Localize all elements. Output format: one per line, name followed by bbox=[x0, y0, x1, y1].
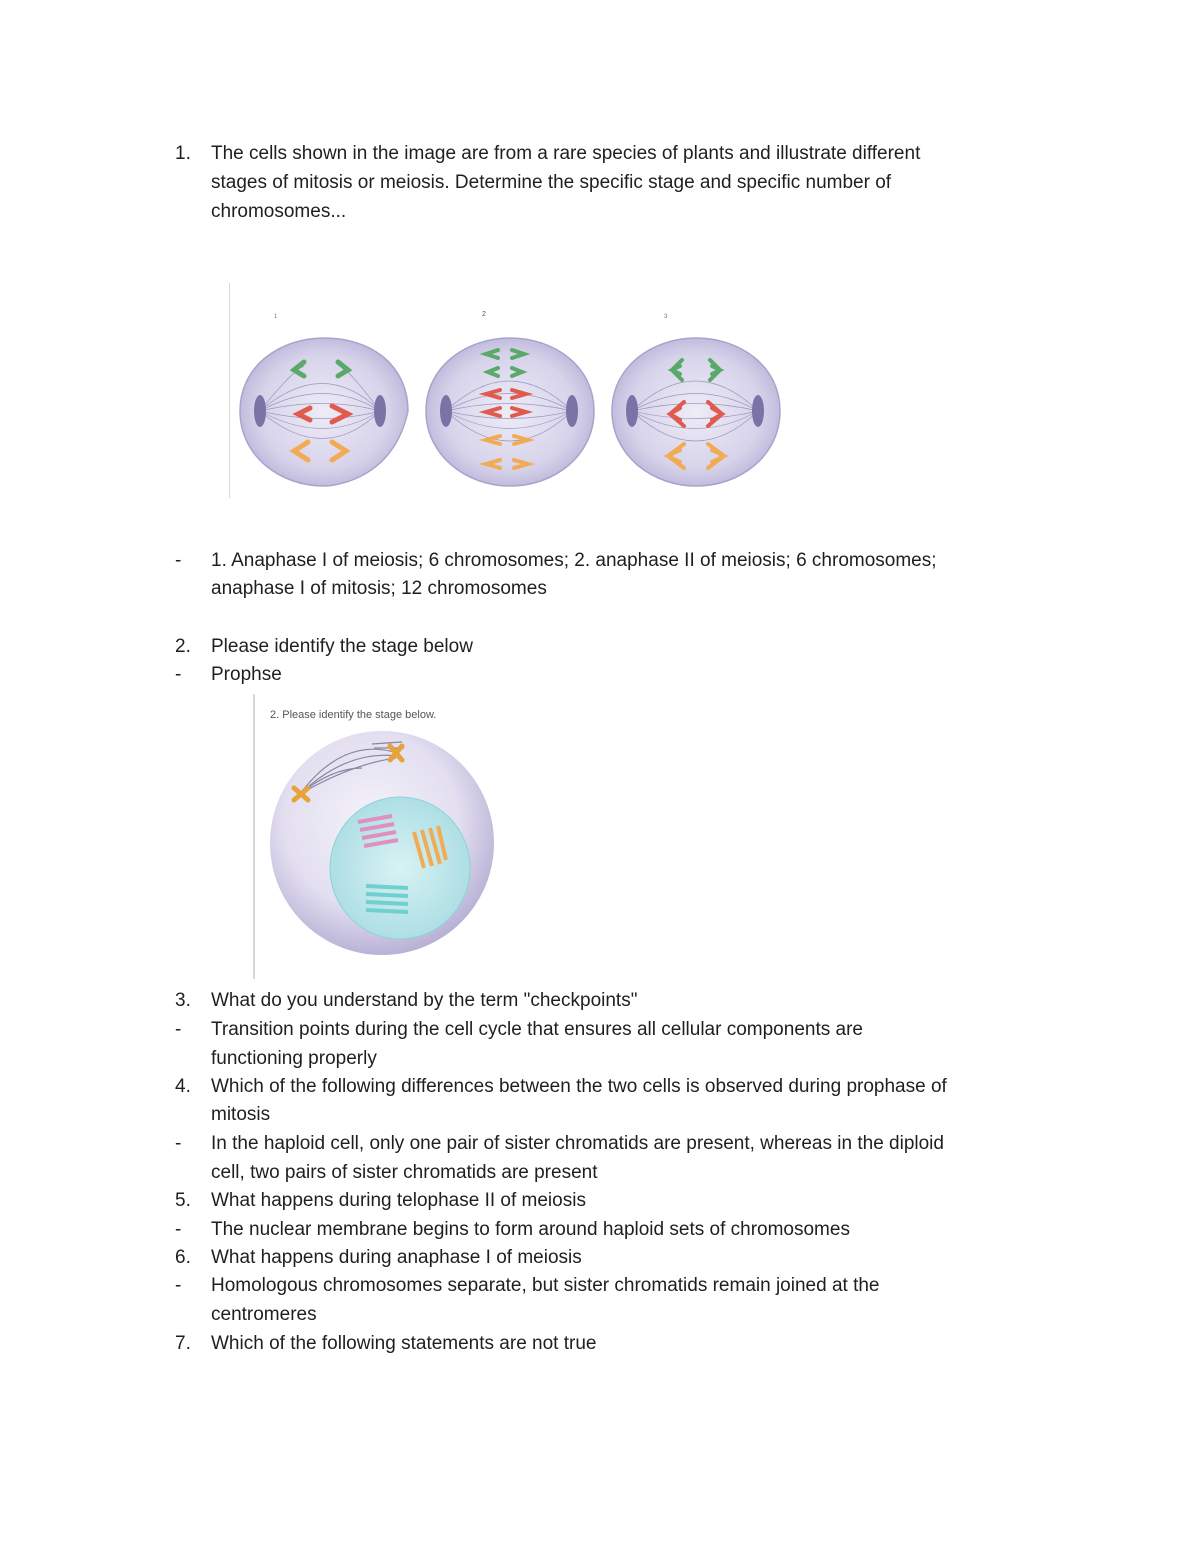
item-marker: 4. bbox=[175, 1076, 191, 1097]
item-text: What do you understand by the term "checkpoints" bbox=[211, 990, 638, 1011]
item-text: functioning properly bbox=[211, 1048, 377, 1069]
item-text: Which of the following differences between the two cells is observed during prophase of bbox=[211, 1076, 947, 1097]
item-text: Which of the following statements are not true bbox=[211, 1333, 597, 1354]
item-marker: - bbox=[175, 664, 182, 685]
item-text: What happens during anaphase I of meiosis bbox=[211, 1247, 582, 1268]
item-text: Transition points during the cell cycle that ensures all cellular components are bbox=[211, 1019, 863, 1040]
item-marker: - bbox=[175, 1219, 182, 1240]
cell-label-3: 3 bbox=[664, 314, 668, 320]
figure-2-border bbox=[253, 694, 255, 979]
item-marker: 1. bbox=[175, 143, 191, 164]
cell-1 bbox=[240, 338, 408, 486]
figure-1-cell-division bbox=[232, 296, 792, 496]
item-marker: - bbox=[175, 1133, 182, 1154]
item-marker: 2. bbox=[175, 636, 191, 657]
item-text: mitosis bbox=[211, 1104, 271, 1125]
item-marker: - bbox=[175, 1275, 182, 1296]
cell-2 bbox=[426, 338, 594, 486]
cell-3 bbox=[612, 338, 780, 486]
item-text: In the haploid cell, only one pair of sister chromatids are present, whereas in the diploid bbox=[211, 1133, 944, 1154]
item-text: Homologous chromosomes separate, but sister chromatids remain joined at the bbox=[211, 1275, 880, 1296]
item-text: Prophse bbox=[211, 664, 282, 685]
item-text: 1. Anaphase I of meiosis; 6 chromosomes; 2. anaphase II of meiosis; 6 chromosomes; bbox=[211, 550, 937, 571]
figure-2-prophase-cell bbox=[262, 728, 502, 958]
item-text: chromosomes... bbox=[211, 201, 347, 222]
cell-label-1: 1 bbox=[274, 314, 278, 320]
item-text: The nuclear membrane begins to form around haploid sets of chromosomes bbox=[211, 1219, 850, 1240]
figure-1-border bbox=[229, 283, 230, 498]
item-marker: 3. bbox=[175, 990, 191, 1011]
item-text: centromeres bbox=[211, 1304, 317, 1325]
item-text: stages of mitosis or meiosis. Determine the specific stage and specific number of bbox=[211, 172, 892, 193]
item-text: anaphase I of mitosis; 12 chromosomes bbox=[211, 578, 547, 599]
item-marker: 7. bbox=[175, 1333, 191, 1354]
figure-2-caption: 2. Please identify the stage below. bbox=[270, 709, 437, 721]
item-marker: 6. bbox=[175, 1247, 191, 1268]
item-text: Please identify the stage below bbox=[211, 636, 473, 657]
item-text: What happens during telophase II of meiosis bbox=[211, 1190, 586, 1211]
item-text: The cells shown in the image are from a rare species of plants and illustrate different bbox=[211, 143, 921, 164]
cell-label-2: 2 bbox=[482, 311, 486, 318]
item-marker: - bbox=[175, 550, 182, 571]
item-text: cell, two pairs of sister chromatids are present bbox=[211, 1162, 598, 1183]
item-marker: 5. bbox=[175, 1190, 191, 1211]
item-marker: - bbox=[175, 1019, 182, 1040]
